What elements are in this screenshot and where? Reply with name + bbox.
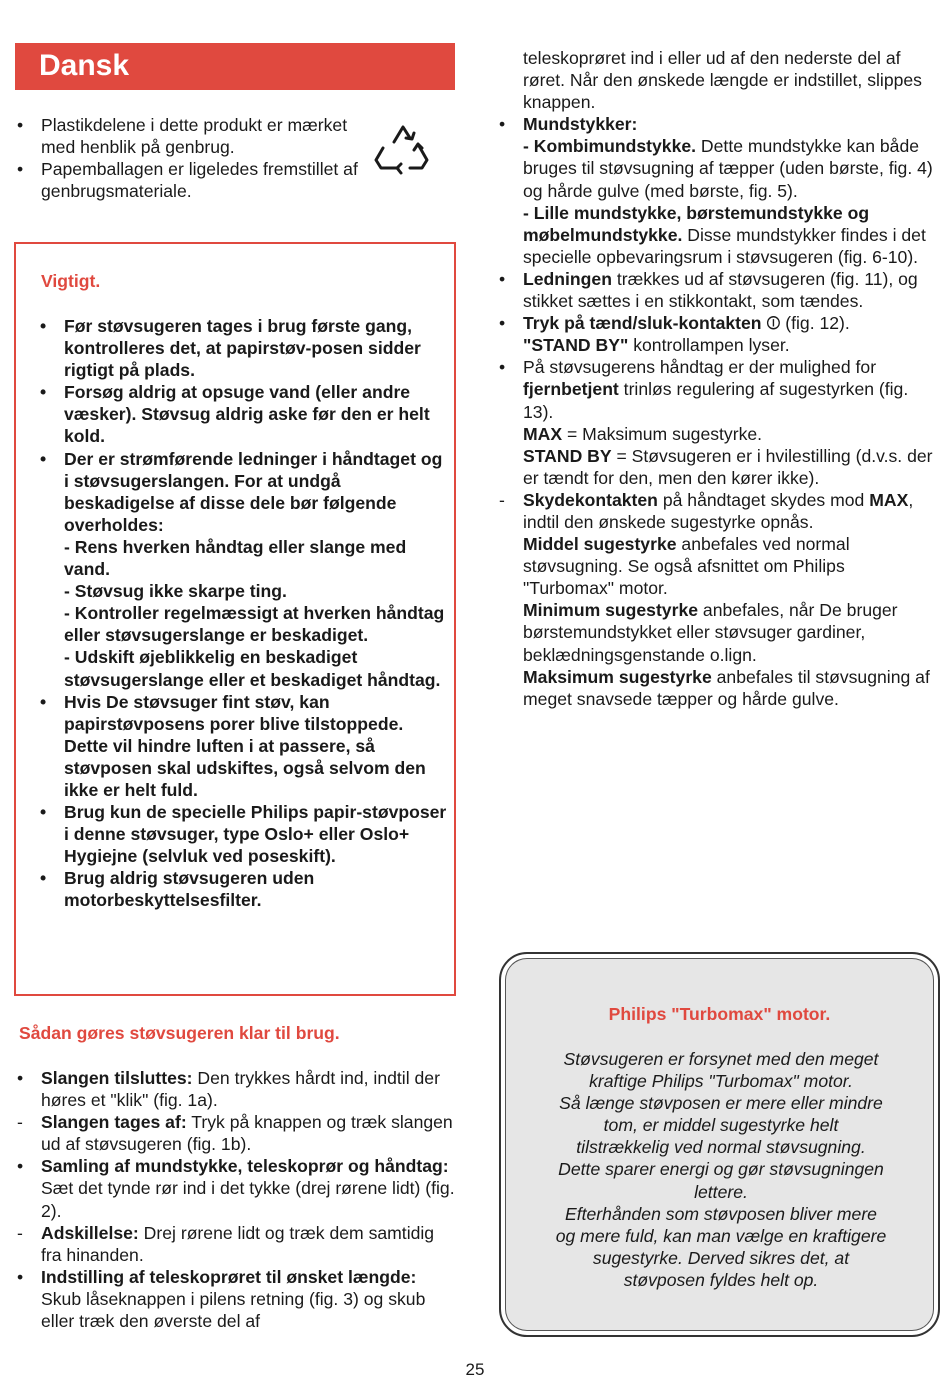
list-item: • Hvis De støvsuger fint støv, kan papirstøvposens porer blive tilstoppede. Dette vil hindre luften i at passere, så støvposen skal udskiftes, også selvom den ikke er helt fuld.	[40, 691, 426, 800]
right-column-list	[499, 47, 939, 710]
list-item: • Plastikdelene i dette produkt er mærket med henblik på genbrug.	[17, 115, 348, 158]
recycle-icon	[372, 122, 434, 180]
turbomax-title: Philips "Turbomax" motor.	[608, 1004, 831, 1024]
list-item: • Indstilling af teleskoprøret til ønsket længde: Skub låseknappen i pilens retning (fig. 3) og skub eller træk den øverste del af	[17, 1266, 426, 1332]
language-title: Dansk	[39, 49, 130, 82]
list-item: • På støvsugerens håndtag er der mulighed for fjernbetjent trinløs regulering af sugestyrken (fig. 13). MAX = Maksimum sugestyrke. STAND BY = Støvsugeren er i hvilestilling (d.v.s. der er tændt for den, men den kører ikke).	[499, 357, 933, 488]
list-subitem: - Kontroller regelmæssigt at hverken håndtag eller støvsugerslange er beskadiget.	[64, 603, 445, 646]
language-header	[15, 43, 455, 90]
notice-title: Vigtigt.	[41, 271, 101, 291]
list-item: • Papemballagen er ligeledes fremstillet af genbrugsmateriale.	[17, 159, 358, 202]
list-item: • Samling af mundstykke, teleskoprør og håndtag: Sæt det tynde rør ind i det tykke (drej rørene lidt) (fig. 2).	[17, 1156, 455, 1221]
list-item: • Der er strømførende ledninger i håndtaget og i støvsugerslangen. For at undgå beskadigelse af disse dele bør følgende overholdes:	[40, 448, 443, 535]
notice-list	[40, 315, 450, 912]
paragraph: teleskoprøret ind i eller ud af den nederste del af røret. Når den ønskede længde er indstillet, slippes knappen.	[523, 48, 922, 113]
list-item: • Ledningen trækkes ud af støvsugeren (fig. 11), og stikket sættes i en stikkontakt, som tændes.	[499, 268, 918, 312]
list-item: • Brug aldrig støvsugeren uden motorbeskyttelsesfilter.	[40, 868, 315, 911]
turbomax-text: Støvsugeren er forsynet med den meget kraftige Philips "Turbomax" motor. Så længe støvposen er mere eller mindre tom, er middel sugestyrke helt tilstrækkelig ved normal støvsugning. Dette sparer energi og gør støvsugningen lettere. Efterhånden som støvposen bliver mere og mere fuld, kan man vælge en kraftigere sugestyrke. Derved sikres det, at støvposen fyldes helt op.	[555, 1049, 887, 1290]
list-subitem: - Støvsug ikke skarpe ting.	[64, 581, 287, 602]
page-number: 25	[465, 1360, 485, 1379]
list-item: - Slangen tages af: Tryk på knappen og træk slangen ud af støvsugeren (fig. 1b).	[17, 1112, 453, 1155]
list-item: • Før støvsugeren tages i brug første gang, kontrolleres det, at papirstøv-posen sidder rigtigt på plads.	[40, 316, 421, 381]
list-item: • Brug kun de specielle Philips papir-støvposer i denne støvsuger, type Oslo+ eller Oslo+ Hygiejne (selvluk ved poseskift).	[40, 802, 447, 867]
recycling-notes	[17, 114, 362, 202]
power-icon: ⏼	[766, 313, 781, 334]
list-item: • Slangen tilsluttes: Den trykkes hårdt ind, indtil der høres et "klik" (fig. 1a).	[17, 1068, 440, 1111]
list-item: • Forsøg aldrig at opsuge vand (eller andre væsker). Støvsug aldrig aske før den er helt kold.	[40, 382, 430, 447]
list-subitem: - Rens hverken håndtag eller slange med vand.	[64, 536, 407, 580]
turbomax-info-box	[499, 952, 940, 1337]
list-subitem: - Udskift øjeblikkelig en beskadiget støvsugerslange eller et beskadiget håndtag.	[64, 647, 441, 690]
list-item: - Skydekontakten på håndtaget skydes mod MAX, indtil den ønskede sugestyrke opnås. Middel sugestyrke anbefales ved normal støvsugning. Se også afsnittet om Philips "Turbomax" motor. Minimum sugestyrke anbefales, når De bruger børstemundstykket eller støvsuger gardiner, beklædningsgenstande o.lign. Maksimum sugestyrke anbefales til støvsugning af meget snavsede tæpper og hårde gulve.	[499, 489, 930, 709]
list-item: • Mundstykker: - Kombimundstykke. Dette mundstykke kan både bruges til støvsugning af tæpper (uden børste, fig. 4) og hårde gulve (med børste, fig. 5). - Lille mundstykke, børstemundstykke og møbelmundstykke. Disse mundstykker findes i det specielle opbevaringsrum i støvsugeren (fig. 6-10).	[499, 114, 933, 267]
prep-list	[17, 1067, 457, 1332]
list-item: - Adskillelse: Drej rørene lidt og træk dem samtidig fra hinanden.	[17, 1222, 435, 1265]
section-title: Sådan gøres støvsugeren klar til brug.	[19, 1023, 340, 1043]
important-notice-box	[14, 242, 456, 996]
list-item: • Tryk på tænd/sluk-kontakten ⏼ (fig. 12). "STAND BY" kontrollampen lyser.	[499, 313, 850, 356]
